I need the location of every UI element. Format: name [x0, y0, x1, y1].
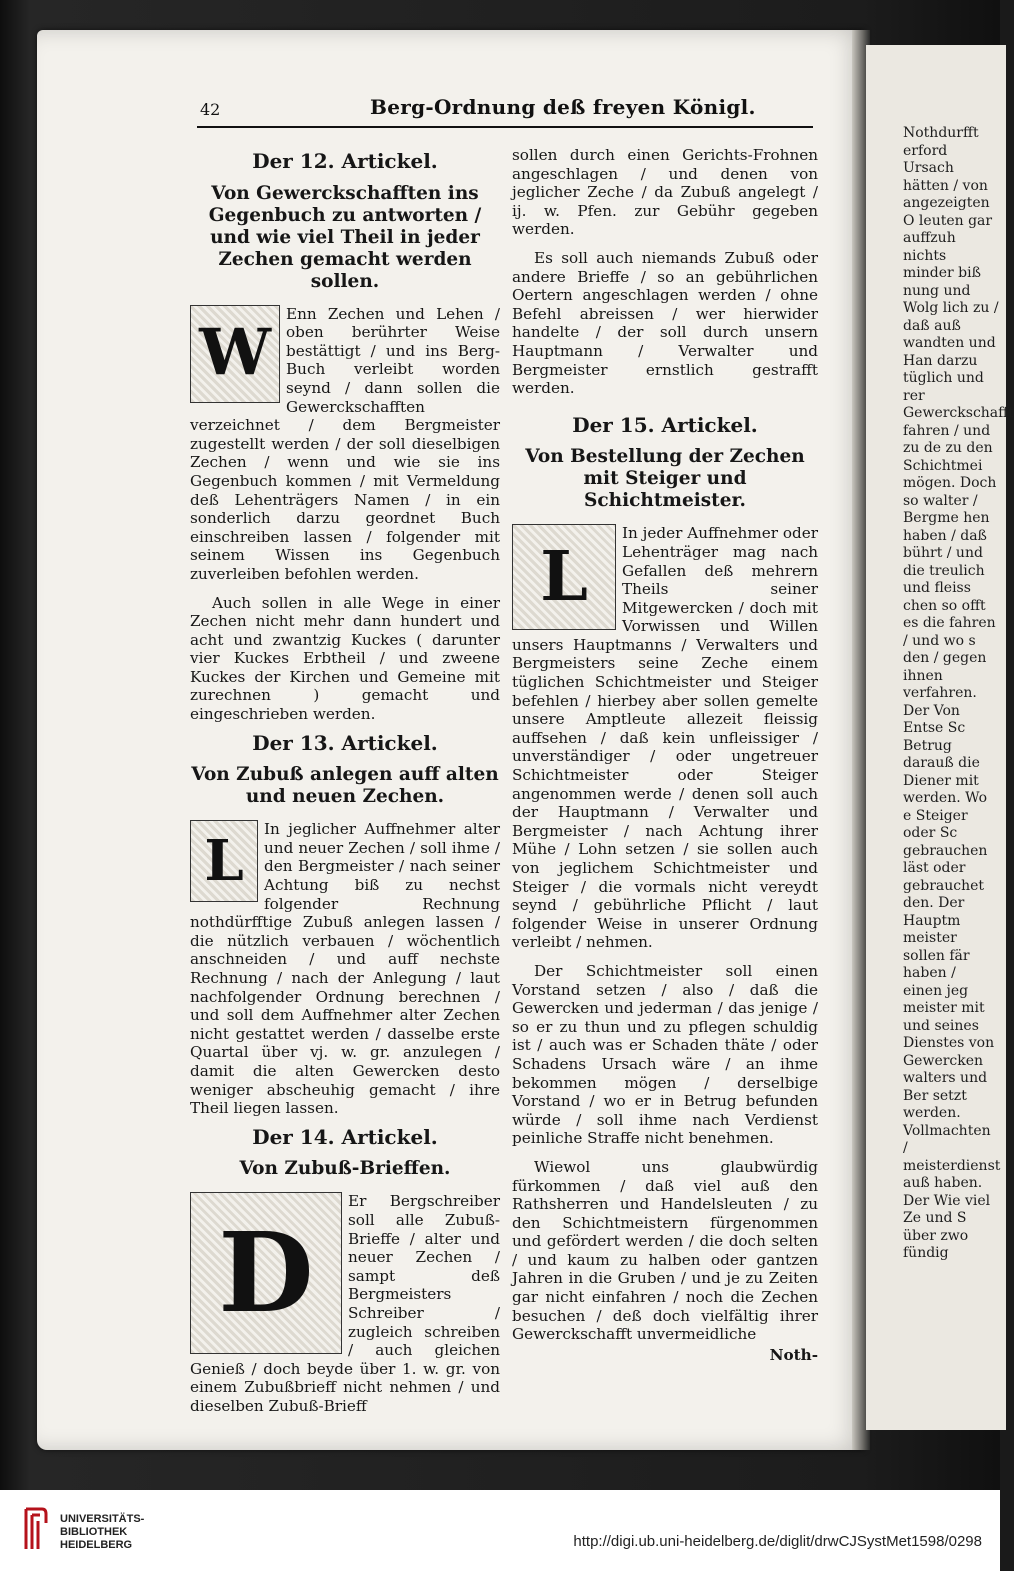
article-12-text-1: Enn Zechen und Lehen / oben berührter Weise bestättigt / und ins Berg-Buch verleibt worden seynd / dann sollen die Gewerckschafften verzeichnet / dem Bergmeister zugestellt werden / der soll dieselbigen Zechen / wenn und wie sie ins Gegenbuch kommen / mit Vermeldung deß Lehenträgers Namen / in ein sonderlich darzu geordnet Buch einschreiben lassen / folgender mit seinem Wissen ins Gegenbuch zuverleiben befohlen werden. — [190, 304, 500, 583]
article-15-number: Der 15. Artickel. — [572, 412, 758, 437]
decorated-initial-d: D — [190, 1192, 342, 1354]
article-15-text-1: In jeder Auffnehmer oder Lehenträger mag nach Gefallen deß mehrern Theils seiner Mitgewercken / doch mit Vorwissen und Willen unsers Hauptmanns / Verwalters und Bergmeisters seine Zeche einem tüglichen Schichtmeister und Steiger befehlen / hierbey aber sollen gemelte unsere Amptleute allezeit fleissig auffsehen / daß kein unfleissiger / unverständiger / oder ungetreuer Schichtmeister oder Steiger angenommen werde / denen soll auch der Hauptmann / Verwalter und Bergmeister / nach Achtung ihrer Mühe / Lohn setzen / sie sollen auch von jeglichem Schichtmeister und Steiger / die vormals nicht vereydt seynd / gebührliche Pflicht / laut folgender Weise in unserer Ordnung verleibt / nehmen. — [512, 524, 818, 952]
catchword: Noth- — [769, 1345, 818, 1364]
permalink-url[interactable]: http://digi.ub.uni-heidelberg.de/diglit/drwCJSystMet1598/0298 — [573, 1533, 982, 1550]
viewer-footer — [0, 1490, 1000, 1571]
article-13-number: Der 13. Artickel. — [252, 730, 438, 755]
page-number: 42 — [200, 100, 221, 119]
article-12-title: Von Gewerckschafften ins Gegenbuch zu antworten / und wie viel Theil in jeder Zechen gemacht werden sollen. — [208, 182, 482, 292]
continuation-paragraph-1: sollen durch einen Gerichts-Frohnen angeschlagen / und denen von jeglicher Zeche / da Zubuß angelegt / ij. w. Pfen. zur Gebühr gegeben werden. — [512, 146, 818, 239]
article-12-number: Der 12. Artickel. — [252, 149, 438, 173]
header-rule — [197, 126, 813, 128]
article-14-paragraph-1 — [190, 1192, 500, 1415]
article-12-paragraph-1 — [190, 305, 500, 584]
article-13-title: Von Zubuß anlegen auff alten und neuen Zechen. — [191, 764, 499, 808]
library-name-line-2: BIBLIOTHEK — [60, 1526, 128, 1538]
article-14-number: Der 14. Artickel. — [252, 1124, 438, 1149]
library-name-line-1: UNIVERSITÄTS- — [60, 1513, 145, 1525]
facing-page-text: Nothdurfft erford Ursach hätten / von angezeigten O leuten gar auffzuh nichts minder biß nung und Wolg lich zu / daß auß wandten und Han darzu tüglich und rer Gewerckschafft fahren / und zu de zu den Schichtmei mögen. Doch so walter / Bergme hen haben / daß bührt / und die treulich und fleiss chen so offt es die fahren / und wo s den / gegen ihnen verfahren. Der Von Entse Sc Betrug darauß die Diener mit werden. Wo e Steiger oder Sc gebrauchen läst oder gebrauchet den. Der Hauptm meister sollen fär haben / einen jeg meister mit und seines Dienstes von Gewercken walters und Ber setzt werden. Vollmachten / meisterdienst auß haben. Der Wie viel Ze und S über zwo fündig — [903, 125, 1014, 1261]
article-14-title: Von Zubuß-Brieffen. — [239, 1158, 451, 1180]
library-name[interactable] — [60, 1513, 144, 1552]
running-head: Berg-Ordnung deß freyen Königl. — [370, 95, 756, 119]
decorated-initial-l: L — [190, 820, 258, 902]
continuation-paragraph-2: Es soll auch niemands Zubuß oder andere Brieffe / so an gebührlichen Oertern angeschlagen werden / ohne Befehl abreissen / wer hierwider handelte / der soll durch unsern Hauptmann / Verwalter und Bergmeister ernstlich gestrafft werden. — [512, 248, 818, 398]
library-logo-icon[interactable] — [20, 1505, 50, 1553]
library-name-line-3: HEIDELBERG — [60, 1539, 133, 1551]
article-12-paragraph-2: Auch sollen in alle Wege in einer Zechen nicht mehr dann hundert und acht und zwantzig Kuckes ( darunter vier Kuckes Erbtheil / und zweene Kuckes der Kirchen und Gemeine mit zurechnen ) gemacht und eingeschrieben werden. — [190, 593, 500, 724]
left-column — [190, 148, 500, 1425]
decorated-initial-l-right: L — [512, 524, 616, 630]
article-15-title: Von Bestellung der Zechen mit Steiger und Schichtmeister. — [525, 446, 805, 512]
article-13-paragraph-1 — [190, 820, 500, 1118]
article-15-paragraph-1 — [512, 524, 818, 952]
decorated-initial-w: W — [190, 305, 280, 403]
article-14-text-1: Er Bergschreiber soll alle Zubuß-Brieffe / alter und neuer Zechen / sampt deß Bergmeisters Schreiber / zugleich schreiben / auch gleichen Genieß / doch beyde über 1. w. gr. von einem Zubußbrieff nicht nehmen / und dieselben Zubuß-Brieff — [190, 1192, 500, 1415]
article-15-paragraph-2: Der Schichtmeister soll einen Vorstand setzen / also / daß die Gewercken und jederman / das jenige / so er zu thun und zu pflegen schuldig ist / auch was er Schaden thäte / oder Schadens Ursach wäre / an ihme bekommen mögen / derselbige Vorstand / wo er in Betrug befunden würde / soll ihme nach Verdienst peinliche Straffe nicht benehmen. — [512, 961, 818, 1148]
right-column — [512, 146, 818, 1364]
article-13-text-1: In jeglicher Auffnehmer alter und neuer Zechen / soll ihme / den Bergmeister / nach seiner Achtung biß zu nechst folgender Rechnung nothdürfftige Zubuß anlegen lassen / die nützlich verbauen / wöchentlich anschneiden / und auff nechste Rechnung / nach der Anlegung / laut nachfolgender Ordnung berechnen / und soll dem Auffnehmer alter Zechen nicht gestattet werden / dasselbe erste Quartal über vj. w. gr. anzulegen / damit die alten Gewercken desto weniger abscheuhig gemacht / ihre Theil liegen lassen. — [190, 820, 500, 1118]
article-15-paragraph-3: Wiewol uns glaubwürdig fürkommen / daß viel auß den Rathsherren und Handelsleuten / zu den Schichtmeistern fürgenommen und gefördert werden / die doch selten / und kaum zu halben oder gantzen Jahren in die Gruben / und je zu Zeiten gar nicht einfahren / noch die Zechen besuchen / deß doch vielfältig ihrer Gewerckschafft unvermeidliche — [512, 1157, 818, 1344]
